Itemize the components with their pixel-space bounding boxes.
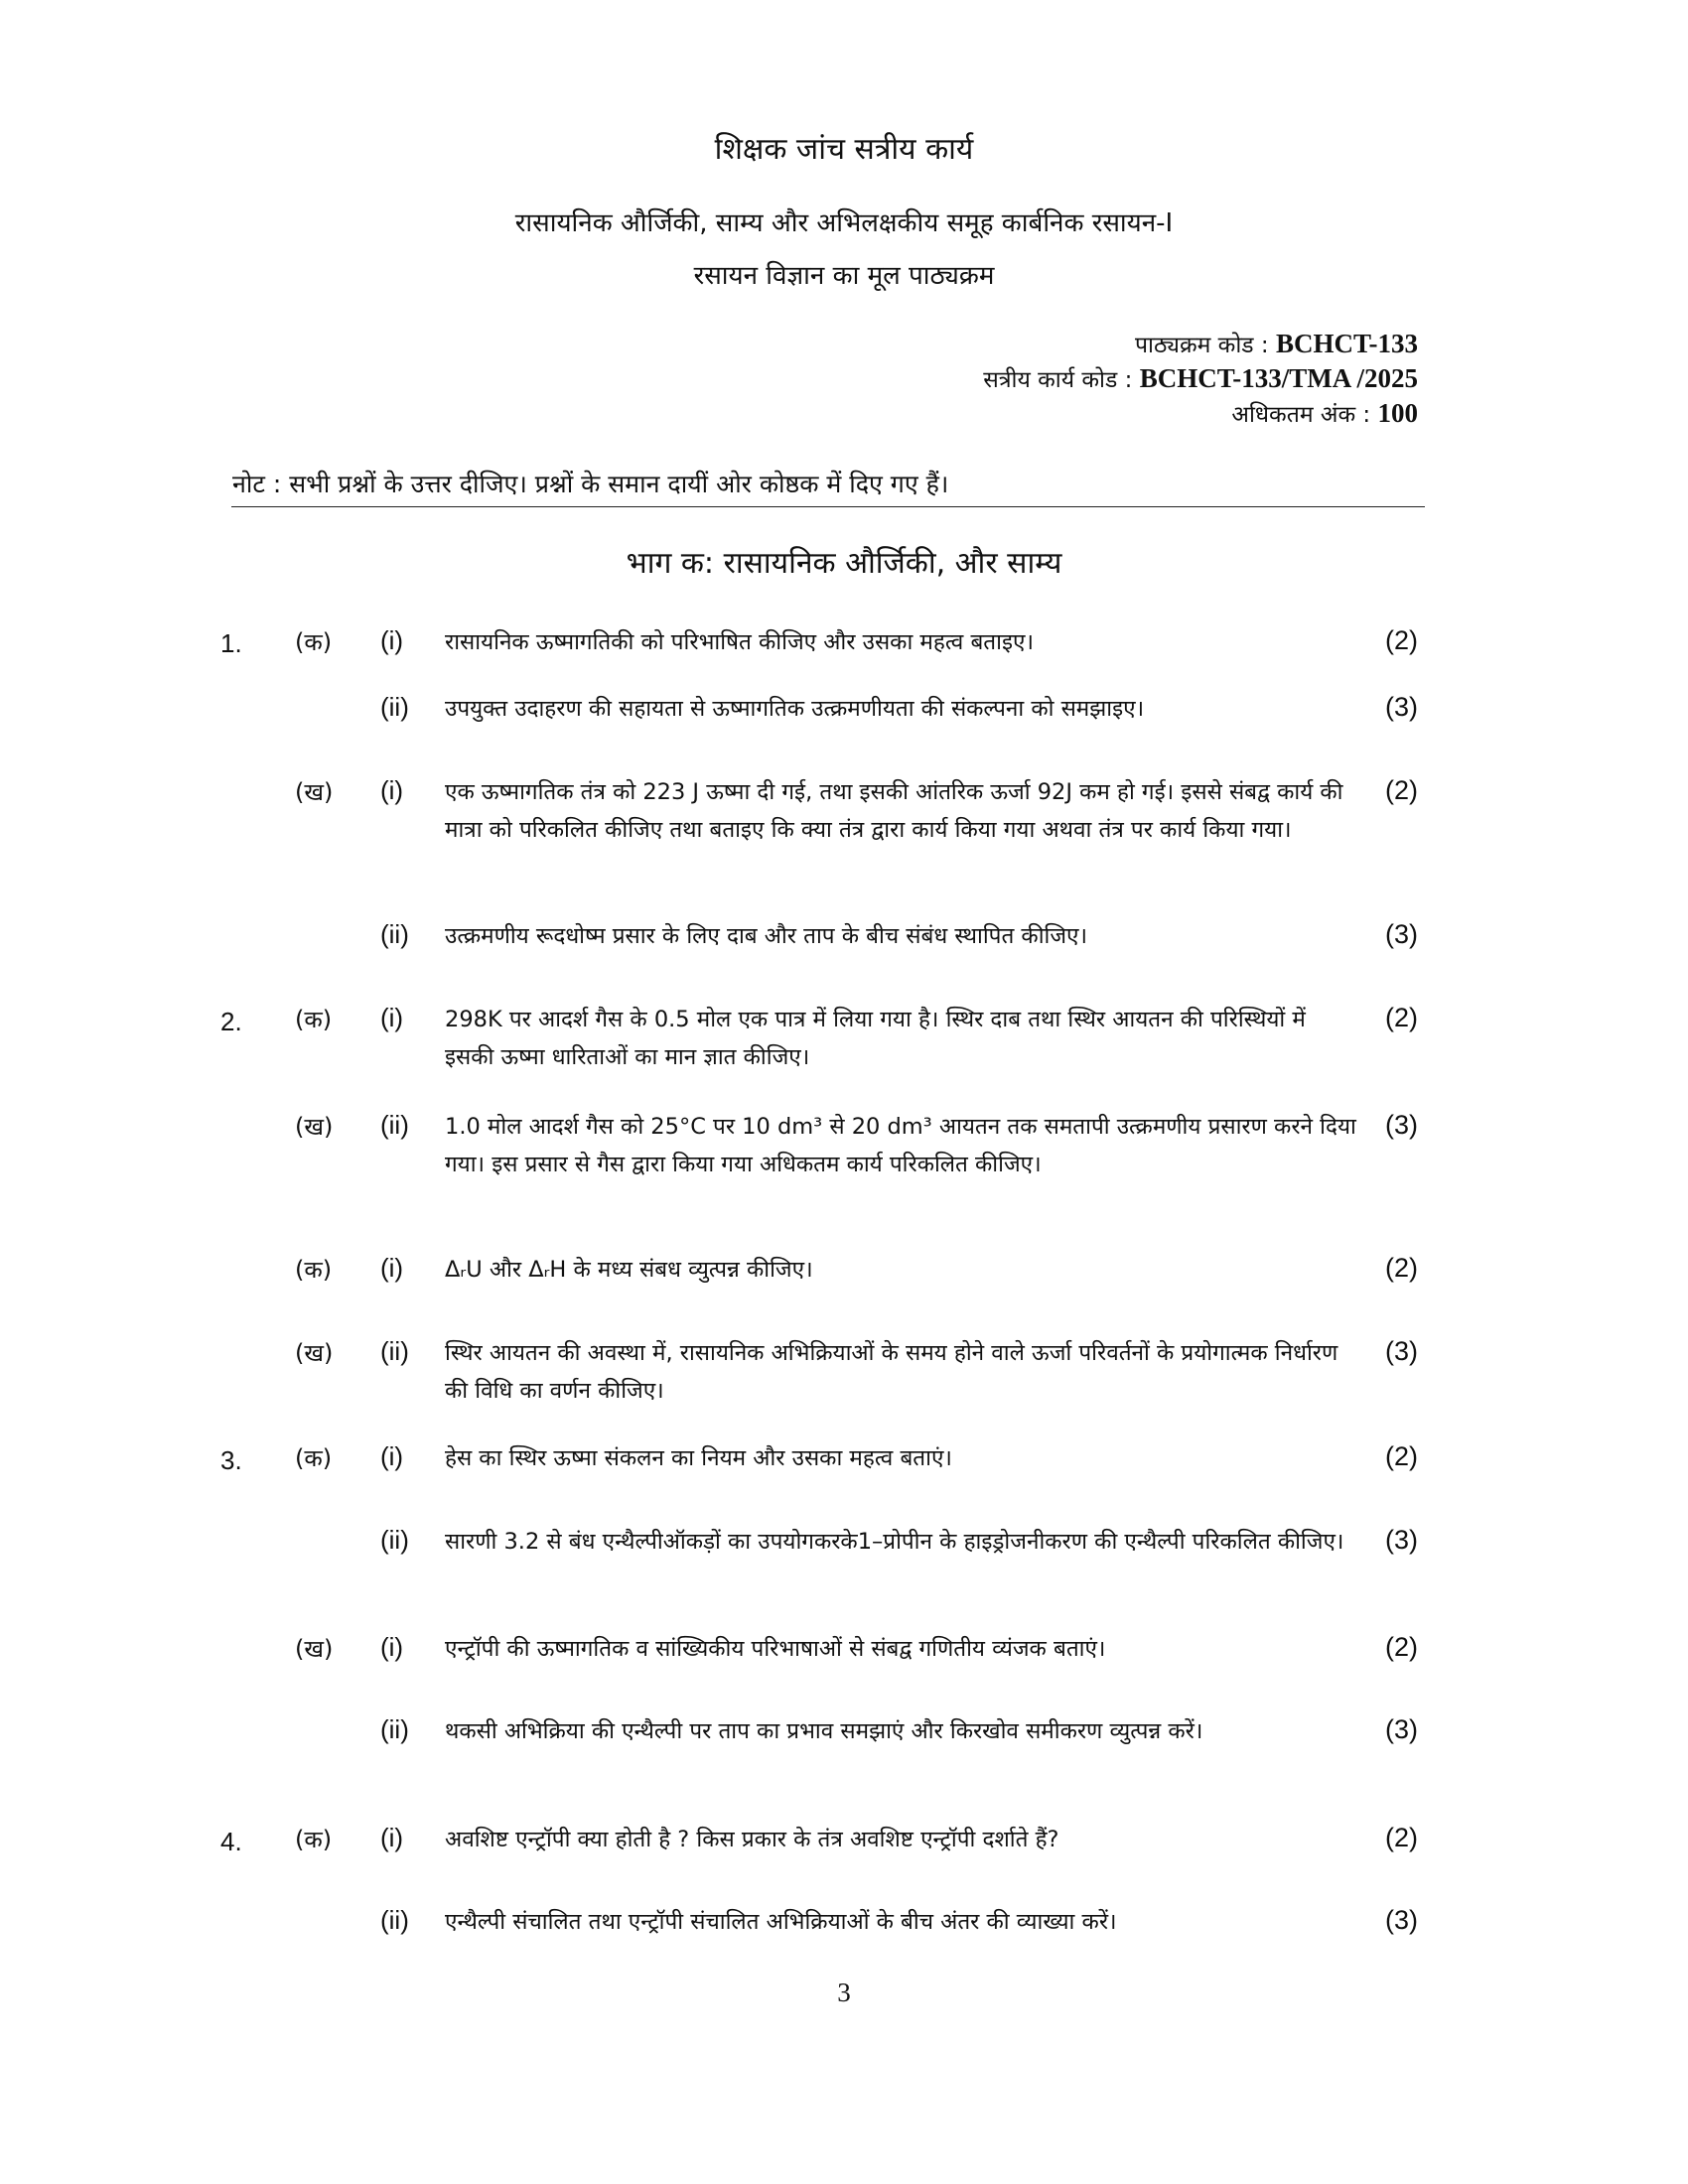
question-subpart: (ii) bbox=[380, 692, 409, 722]
question-marks: (2) bbox=[1385, 1632, 1418, 1662]
question-part: (क) bbox=[295, 1006, 333, 1033]
question-subpart: (ii) bbox=[380, 1110, 409, 1140]
question-part: (क) bbox=[295, 1444, 333, 1472]
question-marks: (2) bbox=[1385, 775, 1418, 805]
question-marks: (3) bbox=[1385, 1525, 1418, 1555]
question-text: 298K पर आदर्श गैस के 0.5 मोल एक पात्र में लिया गया है। स्थिर दाब तथा स्थिर आयतन की परिस्थियों में इसकी ऊष्मा धारिताओं का मान ज्ञात कीजिए। bbox=[445, 1007, 1306, 1070]
question-subpart: (ii) bbox=[380, 919, 409, 949]
question-marks: (3) bbox=[1385, 919, 1418, 949]
max-marks-line bbox=[1231, 397, 1418, 429]
question-number: 2. bbox=[220, 1007, 242, 1036]
question-number: 3. bbox=[220, 1445, 242, 1475]
section-title: भाग क: रासायनिक और्जिकी, और साम्य bbox=[626, 546, 1062, 581]
question-text: हेस का स्थिर ऊष्मा संकलन का नियम और उसका महत्व बताएं। bbox=[445, 1445, 952, 1471]
question-text: उपयुक्त उदाहरण की सहायता से ऊष्मागतिक उत्क्रमणीयता की संकल्पना को समझाइए। bbox=[445, 696, 1145, 722]
question-part: (क) bbox=[295, 1256, 333, 1284]
question-marks: (2) bbox=[1385, 1823, 1418, 1852]
question-part: (ख) bbox=[295, 778, 334, 806]
course-code-line bbox=[1135, 328, 1418, 359]
question-subpart: (i) bbox=[380, 1253, 404, 1283]
question-text: ΔᵣU और ΔᵣH के मध्य संबध व्युत्पन्न कीजिए। bbox=[445, 1257, 813, 1283]
question-part: (ख) bbox=[295, 1635, 334, 1663]
page-title: शिक्षक जांच सत्रीय कार्य bbox=[714, 132, 974, 167]
question-text: एन्थैल्पी संचालित तथा एन्ट्रॉपी संचालित अभिक्रियाओं के बीच अंतर की व्याख्या करें। bbox=[445, 1909, 1117, 1935]
question-marks: (2) bbox=[1385, 625, 1418, 655]
programme-title: रसायन विज्ञान का मूल पाठ्यक्रम bbox=[693, 261, 995, 291]
question-part: (क) bbox=[295, 628, 333, 656]
question-marks: (3) bbox=[1385, 1336, 1418, 1366]
assignment-code-line bbox=[983, 362, 1418, 394]
question-text: रासायनिक ऊष्मागतिकी को परिभाषित कीजिए और उसका महत्व बताइए। bbox=[445, 629, 1034, 655]
question-marks: (2) bbox=[1385, 1441, 1418, 1471]
max-marks-label: अधिकतम अंक : bbox=[1231, 402, 1371, 428]
question-number: 4. bbox=[220, 1827, 242, 1856]
question-subpart: (i) bbox=[380, 1003, 404, 1032]
question-subpart: (i) bbox=[380, 1441, 404, 1471]
question-subpart: (i) bbox=[380, 625, 404, 655]
question-marks: (3) bbox=[1385, 692, 1418, 722]
question-marks: (2) bbox=[1385, 1253, 1418, 1283]
question-part: (ख) bbox=[295, 1113, 334, 1141]
question-subpart: (ii) bbox=[380, 1905, 409, 1935]
question-subpart: (ii) bbox=[380, 1336, 409, 1366]
question-text: एन्ट्रॉपी की ऊष्मागतिक व सांख्यिकीय परिभाषाओं से संबद्व गणितीय व्यंजक बताएं। bbox=[445, 1636, 1106, 1662]
question-text: उत्क्रमणीय रूदधोष्म प्रसार के लिए दाब और ताप के बीच संबंध स्थापित कीजिए। bbox=[445, 923, 1088, 949]
course-code: BCHCT-133 bbox=[1275, 329, 1418, 358]
question-text: 1.0 मोल आदर्श गैस को 25°C पर 10 dm³ से 20 dm³ आयतन तक समतापी उत्क्रमणीय प्रसारण करने दिया गया। इस प्रसार से गैस द्वारा किया गया अधिकतम कार्य परिकलित कीजिए। bbox=[445, 1114, 1356, 1177]
question-marks: (3) bbox=[1385, 1110, 1418, 1140]
question-marks: (2) bbox=[1385, 1003, 1418, 1032]
question-subpart: (ii) bbox=[380, 1525, 409, 1555]
question-number: 1. bbox=[220, 628, 242, 658]
assignment-code: BCHCT-133/TMA /2025 bbox=[1139, 363, 1418, 393]
course-title: रासायनिक और्जिकी, साम्य और अभिलक्षकीय समूह कार्बनिक रसायन-I bbox=[514, 208, 1174, 238]
page-number: 3 bbox=[837, 1978, 851, 2007]
question-marks: (3) bbox=[1385, 1714, 1418, 1744]
course-code-label: पाठ्यक्रम कोड : bbox=[1134, 333, 1269, 358]
question-subpart: (ii) bbox=[380, 1714, 409, 1744]
max-marks: 100 bbox=[1377, 398, 1418, 428]
question-text: अवशिष्ट एन्ट्रॉपी क्या होती है ? किस प्रकार के तंत्र अवशिष्ट एन्ट्रॉपी दर्शाते हैं? bbox=[445, 1827, 1059, 1852]
question-part: (ख) bbox=[295, 1339, 334, 1367]
question-part: (क) bbox=[295, 1826, 333, 1853]
question-text: थकसी अभिक्रिया की एन्थैल्पी पर ताप का प्रभाव समझाएं और किरखोव समीकरण व्युत्पन्न करें। bbox=[445, 1718, 1203, 1744]
question-text: एक ऊष्मागतिक तंत्र को 223 J ऊष्मा दी गई, तथा इसकी आंतरिक ऊर्जा 92J कम हो गई। इससे संबद्व कार्य की मात्रा को परिकलित कीजिए तथा बताइए कि क्या तंत्र द्वारा कार्य किया गया अथवा तंत्र पर कार्य किया गया। bbox=[445, 779, 1343, 843]
question-subpart: (i) bbox=[380, 1823, 404, 1852]
instructions-note: नोट : सभी प्रश्नों के उत्तर दीजिए। प्रश्नों के समान दायीं ओर कोष्ठक में दिए गए हैं। bbox=[232, 470, 949, 498]
question-subpart: (i) bbox=[380, 775, 404, 805]
question-text: सारणी 3.2 से बंध एन्थैल्पीऑकड़ों का उपयोगकरके1–प्रोपीन के हाइड्रोजनीकरण की एन्थैल्पी परिकलित कीजिए। bbox=[445, 1529, 1344, 1555]
divider bbox=[231, 506, 1425, 507]
assignment-code-label: सत्रीय कार्य कोड : bbox=[983, 367, 1133, 393]
question-text: स्थिर आयतन की अवस्था में, रासायनिक अभिक्रियाओं के समय होने वाले ऊर्जा परिवर्तनों के प्रयोगात्मक निर्धारण की विधि का वर्णन कीजिए। bbox=[445, 1340, 1338, 1404]
question-marks: (3) bbox=[1385, 1905, 1418, 1935]
question-subpart: (i) bbox=[380, 1632, 404, 1662]
